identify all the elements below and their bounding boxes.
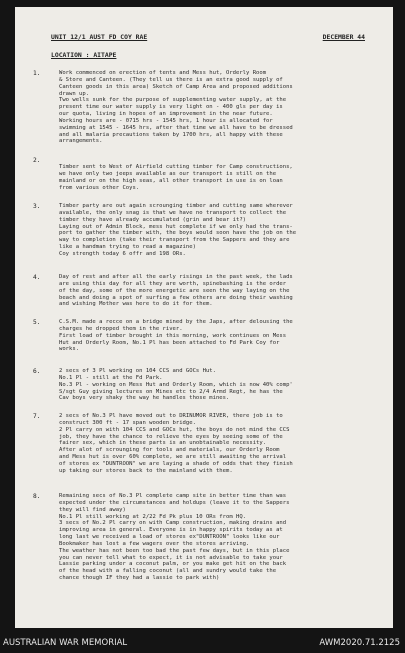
institution-label: AUSTRALIAN WAR MEMORIAL bbox=[3, 638, 128, 648]
paragraph-text: Remaining secs of No.3 Pl complete camp site in better time than was expected under the circumstances and holdups (leave it to the Sappers they will find away) No.1 Pl still working at 2/22 Fd Pk plus 10 ORs from HQ. 3 secs of No.2 Pl carry on with Camp construction, making drains and improving area in general. Everyone is in happy spirits today as at long last we received a load of stores ex"DUNTROON" looks like our Bookmaker has lost a few wagers over the stores arriving. The weather has not been too bad the past few days, but in this place you can never tell what to expect, it is not advisable to take your Lassie parking under a coconut palm, or you make get hit on the back of the head with a falling coconut (all and sundry would take the chance though IF they had a lassie to park with) bbox=[59, 493, 290, 582]
paragraph-1 bbox=[15, 70, 393, 154]
location-heading: LOCATION : AITAPE bbox=[51, 51, 117, 59]
paragraph-number: 6. bbox=[33, 368, 41, 375]
paragraph-number: 7. bbox=[33, 413, 41, 420]
paragraph-number: 4. bbox=[33, 274, 41, 281]
paragraph-number: 2. bbox=[33, 157, 41, 164]
paragraph-8 bbox=[15, 493, 393, 593]
unit-title: UNIT 12/1 AUST FD COY RAE bbox=[51, 33, 148, 41]
paragraph-number: 3. bbox=[33, 203, 41, 210]
paragraph-number: 5. bbox=[33, 319, 41, 326]
paragraph-number: 1. bbox=[33, 70, 41, 77]
reference-number: AWM2020.71.2125 bbox=[319, 638, 400, 648]
archive-footer bbox=[0, 628, 405, 653]
paragraph-6 bbox=[15, 368, 393, 408]
paragraph-text: Day of rest and after all the early risings in the past week, the lads are using this day for all they are worth, spinebashing is the order of the day, some of the more energetic are seen the way laying on the beach and doing a spot of surfing a few others are doing their washing and wishing Mother was here to do it for them. bbox=[59, 274, 293, 308]
paragraph-text: Work commenced on erection of tents and Mess hut, Orderly Room & Store and Canteen. (They tell us there is an extra good supply of Canteen goods in this area) Sketch of Camp Area and proposed additions drawn up. Two wells sunk for the purpose of supplementing water supply, at the present time our water supply is very light on - 400 gls per day is our quota, living in hopes of an improvement in the near future. Working hours are - 0715 hrs - 1545 hrs, 1 hour is allocated for swimming at 1545 - 1645 hrs, after that time we all have to be dressed and all malaria precautions taken by 1700 hrs, all happy with these arrangements. bbox=[59, 70, 293, 145]
paragraph-4 bbox=[15, 274, 393, 314]
month-title: DECEMBER 44 bbox=[322, 33, 365, 41]
document-page bbox=[15, 7, 393, 628]
paragraph-3 bbox=[15, 203, 393, 263]
paragraph-2 bbox=[15, 157, 393, 197]
paragraph-text: 2 secs of 3 Pl working on 104 CCS and GOCs Hut. No.1 Pl - still at the Fd Park. No.3 Pl - working on Mess Hut and Orderly Room, which is now 40% comp' S/sgt Guy giving lectures on Mines etc to 2/4 Armd Regt, he has the Cav boys very shaky the way he handles those mines. bbox=[59, 368, 293, 402]
paragraph-5 bbox=[15, 319, 393, 359]
paragraph-7 bbox=[15, 413, 393, 483]
paragraph-text: C.S.M. made a recce on a bridge mined by the Japs, after delousing the charges he dropped them in the river. First load of timber brought in this morning, work continues on Mess Hut and Orderly Room, No.1 Pl has been attached to Fd Park Coy for works. bbox=[59, 319, 293, 353]
paragraph-text: Timber sent to West of Airfield cutting timber for Camp constructions, we have only two jeeps available as our transport is still on the mainland or on the high seas, all other transport in use is on loan from various other Coys. bbox=[59, 164, 293, 191]
paragraph-text: 2 secs of No.3 Pl have moved out to DRINUMOR RIVER, there job is to construct 300 ft - 17 span wooden bridge. 2 Pl carry on with 104 CCS and GOCs hut, the boys do not mind the CCS job, they have the chance to relieve the eyes by seeing some of the fairer sex, which in these parts is an unobtainable necessity. After alot of scrounging for tools and materials, our Orderly Room and Mess hut is over 60% complete, we are still awaiting the arrival of stores ex "DUNTROON" we are laying a shade of odds that they finish up taking our stores back to the mainland with them. bbox=[59, 413, 293, 474]
paragraph-text: Timber party are out again scrounging timber and cutting same wherever available, the only snag is that we have no transport to collect the timber they have already accumulated (grin and bear it?) Laying out of Admin Block, mess hut complete if we only had the trans- port to gather the timber with, the boys would soon have the job on the way to completion (take their transport from the Sappers and they are like a handman trying to read a magazine) Coy strength today 6 offr and 198 ORs. bbox=[59, 203, 297, 257]
paragraph-number: 8. bbox=[33, 493, 41, 500]
